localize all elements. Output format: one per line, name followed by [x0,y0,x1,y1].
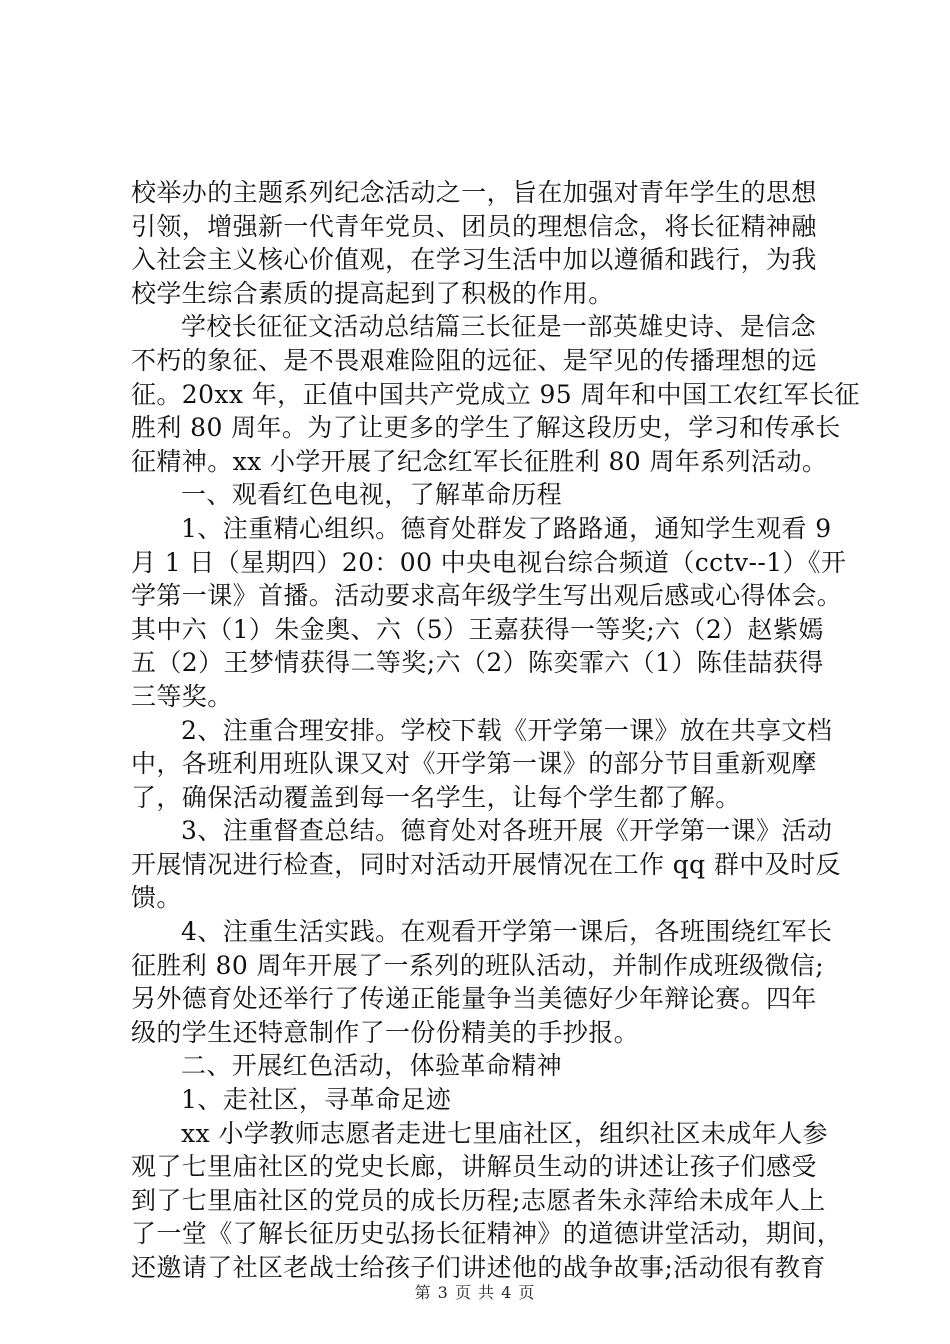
document-body [131,176,860,1285]
text-line: 校举办的主题系列纪念活动之一，旨在加强对青年学生的思想 [131,178,817,207]
text-line: 1、注重精心组织。德育处群发了路路通，通知学生观看 9 [181,513,832,543]
text-line: 2、注重合理安排。学校下载《开学第一课》放在共享文档 [181,715,833,745]
text-line: 还邀请了社区老战士给孩子们讲述他的战争故事;活动很有教育 [131,1253,826,1282]
text-line: 了一堂《了解长征历史弘扬长征精神》的道德讲堂活动，期间， [131,1219,843,1249]
page-number-footer: 第 3 页 共 4 页 [414,1283,536,1302]
text-line: 到了七里庙社区的党员的成长历程;志愿者朱永萍给未成年人上 [131,1185,826,1215]
text-line: xx 小学教师志愿者走进七里庙社区，组织社区未成年人参 [181,1118,828,1148]
text-line: 学校长征征文活动总结篇三长征是一部英雄史诗、是信念 [181,312,817,342]
text-line: 开展情况进行检查，同时对活动开展情况在工作 qq 群中及时反 [131,849,841,879]
text-line: 不朽的象征、是不畏艰难险阻的远征、是罕见的传播理想的远 [131,345,817,375]
text-line: 另外德育处还举行了传递正能量争当美德好少年辩论赛。四年 [131,984,817,1014]
text-line: 校学生综合素质的提高起到了积极的作用。 [131,278,614,308]
text-line: 征胜利 80 周年开展了一系列的班队活动，并制作成班级微信; [131,950,825,980]
text-line: 了，确保活动覆盖到每一名学生，让每个学生都了解。 [131,782,741,812]
text-line: 其中六（1）朱金奥、六（5）王嘉获得一等奖;六（2）赵紫嫣 [131,614,824,644]
text-line: 胜利 80 周年。为了让更多的学生了解这段历史，学习和传承长 [131,413,841,443]
text-line: 级的学生还特意制作了一份份精美的手抄报。 [131,1017,640,1047]
text-line: 学第一课》首播。活动要求高年级学生写出观后感或心得体会。 [131,581,843,611]
text-line: 4、注重生活实践。在观看开学第一课后，各班围绕红军长 [181,917,833,947]
text-line: 观了七里庙社区的党史长廊，讲解员生动的讲述让孩子们感受 [131,1152,817,1182]
section-heading: 二、开展红色活动，体验革命精神 [181,1051,563,1081]
subsection-heading: 1、走社区，寻革命足迹 [181,1085,452,1115]
text-line: 征。20xx 年，正值中国共产党成立 95 周年和中国工农红军长征 [131,379,860,409]
text-line: 入社会主义核心价值观，在学习生活中加以遵循和践行，为我 [131,245,817,275]
text-line: 3、注重督查总结。德育处对各班开展《开学第一课》活动 [181,816,833,846]
text-line: 月 1 日（星期四）20：00 中央电视台综合频道（cctv--1）《开 [131,547,847,577]
text-line: 引领，增强新一代青年党员、团员的理想信念，将长征精神融 [131,211,817,241]
text-line: 五（2）王梦情获得二等奖;六（2）陈奕霏六（1）陈佳喆获得 [131,648,824,678]
text-line: 中，各班利用班队课又对《开学第一课》的部分节目重新观摩 [131,749,817,779]
text-line: 馈。 [131,883,182,913]
text-line: 三等奖。 [131,681,233,711]
text-line: 征精神。xx 小学开展了纪念红军长征胜利 80 周年系列活动。 [131,446,828,476]
section-heading: 一、观看红色电视，了解革命历程 [181,480,563,510]
